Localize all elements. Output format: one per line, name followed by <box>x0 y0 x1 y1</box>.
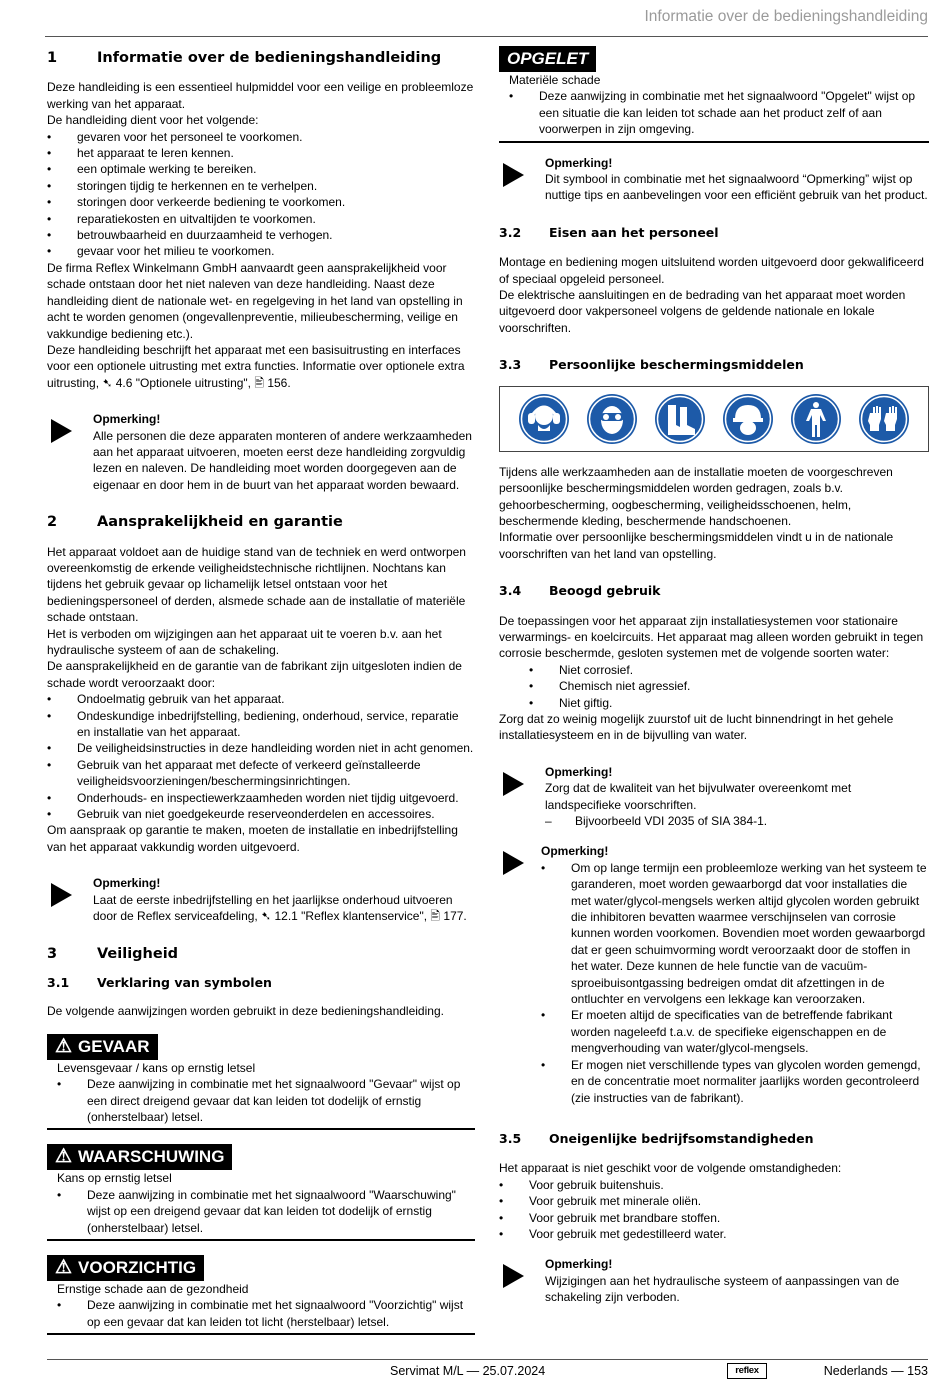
paragraph: De volgende aanwijzingen worden gebruikt in deze bedieningshandleiding. <box>47 1004 444 1019</box>
footer-document-info: Servimat M/L — 25.07.2024 <box>390 1364 546 1378</box>
paragraph: Deze handleiding beschrijft het apparaat met een basisuitrusting en interfaces voor een optionele uitrusting met extra functies. Informatie over optionele extra uitrusting, ➷ 4.6 "Optionele uitrusting", 🖹 156. <box>47 342 465 390</box>
note-title: Opmerking! <box>545 1257 613 1272</box>
note-text: Zorg dat de kwaliteit van het bijvulwater overeenkomt met landspecifieke voorschriften. <box>545 781 852 812</box>
warning-triangle-icon: ⚠ <box>55 1256 73 1278</box>
bullet-list <box>47 691 475 822</box>
list-item: • een optimale werking te bereiken. <box>47 161 475 177</box>
subsection-3-4-heading <box>499 583 929 599</box>
note-box <box>47 875 475 924</box>
subsection-3-2-heading <box>499 225 929 241</box>
paragraph: Het apparaat voldoet aan de huidige stand van de techniek en werd ontworpen overeenkomstig de erkende veiligheidstechnische richtlijnen. Nochtans kan tijdens het gebruik gevaar op lichamelijk letsel ontstaan voor het bedieningspersoneel of derden, alsmede schade aan de installatie of materiële schade ontstaan. <box>47 544 466 625</box>
list-item: • Er moeten altijd de specificaties van de betreffende fabrikant worden nageleefd t.a.v. de specifieke eigenschappen en de mengverhouding van water/glycol-mengsels. <box>541 1007 929 1056</box>
section-2-heading <box>47 514 475 530</box>
subsection-title: Oneigenlijke bedrijfsomstandigheden <box>549 1130 814 1146</box>
list-item: • Voor gebruik met brandbare stoffen. <box>499 1210 929 1226</box>
helmet-icon <box>722 393 774 445</box>
list-item: • gevaar voor het milieu te voorkomen. <box>47 243 475 259</box>
list-item: • Voor gebruik buitenshuis. <box>499 1177 929 1193</box>
protective-clothing-icon <box>790 393 842 445</box>
list-item: • reparatiekosten en uitvaltijden te voorkomen. <box>47 211 475 227</box>
paragraph: Deze handleiding is een essentieel hulpmiddel voor een veilige en probleemloze werking van het apparaat. <box>47 80 474 111</box>
note-title: Opmerking! <box>545 764 613 779</box>
list-item: • storingen door verkeerde bediening te voorkomen. <box>47 194 475 210</box>
note-arrow-icon <box>499 764 545 830</box>
caution-signal-label: ⚠ VOORZICHTIG <box>47 1255 204 1281</box>
divider <box>47 1239 475 1241</box>
list-item: • Niet giftig. <box>499 695 929 711</box>
subsection-3-1-heading <box>47 975 475 991</box>
paragraph: De toepassingen voor het apparaat zijn installatiesystemen voor stationaire verwarmings- en koelcircuits. Het apparaat mag alleen worden gebruikt in tegen corrosie beschermde, gesloten systemen met de volgende soorten water: <box>499 613 924 661</box>
list-item: • Gebruik van het apparaat met defecte of verkeerd geïnstalleerde veiligheidsvoorzieningen/beschermingsinrichtingen. <box>47 757 475 790</box>
warning-triangle-icon: ⚠ <box>55 1035 73 1057</box>
list-item: • het apparaat te leren kennen. <box>47 145 475 161</box>
bullet-list <box>499 1177 929 1243</box>
section-1-heading <box>47 50 475 66</box>
paragraph: De elektrische aansluitingen en de bedrading van het apparaat moet worden uitgevoerd door vakpersoneel volgens de geldende nationale en lokale voorschriften. <box>499 288 906 335</box>
note-box <box>47 411 475 493</box>
note-box <box>499 1256 929 1305</box>
footer-language-page: Nederlands — 153 <box>823 1364 928 1378</box>
paragraph: Om aanspraak op garantie te maken, moeten de installatie en inbedrijfstelling van het apparaat vakkundig worden uitgevoerd. <box>47 823 458 854</box>
list-item: • Er mogen niet verschillende types van glycolen worden gemengd, en de concentratie moet normaliter jaarlijks worden gecontroleerd (zie instructies van de fabrikant). <box>541 1057 929 1106</box>
subsection-number: 3.2 <box>499 224 522 240</box>
danger-warning-block <box>47 1034 475 1131</box>
ppe-pictogram-panel <box>499 386 929 452</box>
note-text: Dit symbool in combinatie met het signaalwoord “Opmerking” wijst op nuttige tips en aanbevelingen voor een efficiënt gebruik van het product. <box>545 172 928 203</box>
warning-block <box>47 1144 475 1241</box>
subsection-number: 3.3 <box>499 357 522 373</box>
warning-subtitle: Ernstige schade aan de gezondheid <box>57 1281 249 1296</box>
list-item: • Voor gebruik met gedestilleerd water. <box>499 1226 929 1242</box>
subsection-title: Verklaring van symbolen <box>97 974 272 990</box>
list-item: • Niet corrosief. <box>499 662 929 678</box>
section-title: Veiligheid <box>97 945 179 962</box>
dash-list <box>545 813 929 829</box>
right-column <box>499 46 929 1306</box>
running-header-title: Informatie over de bedieningshandleiding <box>644 8 928 25</box>
protective-gloves-icon <box>858 393 910 445</box>
left-column <box>47 50 475 1335</box>
subsection-title: Beoogd gebruik <box>549 583 661 599</box>
header-rule <box>45 36 928 37</box>
paragraph: De firma Reflex Winkelmann GmbH aanvaardt geen aansprakelijkheid voor schade ontstaan door het niet naleven van deze handleiding. Naast deze handleiding dient de nationale wet- en regelgeving in het land van opstelling in acht te worden genomen (ongevallenpreventie, milieubescherming, veilige en vakkundige bediening etc.). <box>47 260 463 341</box>
list-item: • betrouwbaarheid en duurzaamheid te verhogen. <box>47 227 475 243</box>
section-number: 1 <box>47 50 58 66</box>
list-item: • Onderhouds- en inspectiewerkzaamheden worden niet tijdig uitgevoerd. <box>47 790 475 806</box>
note-text: Laat de eerste inbedrijfstelling en het jaarlijkse onderhoud uitvoeren door de Reflex serviceafdeling, ➷ 12.1 "Reflex klantenservice", 🖹 177. <box>93 892 467 924</box>
list-item: • gevaren voor het personeel te voorkomen. <box>47 129 475 145</box>
list-item: • De veiligheidsinstructies in deze handleiding worden niet in acht genomen. <box>47 740 475 756</box>
divider <box>499 141 929 143</box>
list-item: • storingen tijdig te herkennen en te verhelpen. <box>47 178 475 194</box>
subsection-3-3-heading <box>499 357 929 373</box>
warning-triangle-icon: ⚠ <box>55 1146 73 1168</box>
footer-rule <box>47 1359 928 1360</box>
subsection-3-5-heading <box>499 1131 929 1147</box>
note-box <box>499 843 929 1106</box>
note-text: Alle personen die deze apparaten monteren of andere werkzaamheden aan het apparaat uitvoeren, moeten eerst deze handleiding zorgvuldig lezen en naleven. De handleiding moet worden doorgegeven aan de eigenaar en door hem in de buurt van het apparaat worden bewaard. <box>93 428 472 492</box>
list-item: • Voor gebruik met minerale oliën. <box>499 1193 929 1209</box>
paragraph: Informatie over persoonlijke beschermingsmiddelen vindt u in de nationale voorschriften van het land van opstelling. <box>499 530 894 561</box>
bullet-list <box>47 129 475 260</box>
paragraph: Montage en bediening mogen uitsluitend worden uitgevoerd door gekwalificeerd of speciaal opgeleid personeel. <box>499 255 924 286</box>
divider <box>47 1333 475 1335</box>
notice-block <box>499 46 929 143</box>
warning-signal-label: ⚠ WAARSCHUWING <box>47 1144 232 1170</box>
note-box <box>499 764 929 830</box>
note-text: Wijzigingen aan het hydraulische systeem of aanpassingen van de schakeling zijn verboden. <box>545 1273 900 1305</box>
note-title: Opmerking! <box>545 155 613 170</box>
paragraph: De aansprakelijkheid en de garantie van de fabrikant zijn uitgesloten indien de schade wordt veroorzaakt door: <box>47 659 462 690</box>
warning-subtitle: Kans op ernstig letsel <box>57 1171 172 1186</box>
paragraph: De handleiding dient voor het volgende: <box>47 113 259 128</box>
safety-shoes-icon <box>654 393 706 445</box>
note-title: Opmerking! <box>541 844 609 859</box>
caution-block <box>47 1255 475 1335</box>
notice-signal-label: OPGELET <box>499 46 596 72</box>
note-arrow-icon <box>499 1256 545 1305</box>
list-item: • Ondeskundige inbedrijfstelling, bediening, onderhoud, service, reparatie en installatie van het apparaat. <box>47 708 475 741</box>
ear-protection-icon <box>518 393 570 445</box>
section-title: Informatie over de bedieningshandleiding <box>97 50 442 66</box>
warning-text: • Deze aanwijzing in combinatie met het signaalwoord "Waarschuwing" wijst op een dreigend gevaar dat kan leiden tot dodelijk of ernstig (onherstelbaar) letsel. <box>57 1187 475 1236</box>
list-item: • Ondoelmatig gebruik van het apparaat. <box>47 691 475 707</box>
note-arrow-icon <box>499 155 545 204</box>
section-3-heading <box>47 946 475 962</box>
note-box <box>499 155 929 204</box>
note-title: Opmerking! <box>93 412 161 427</box>
warning-text: • Deze aanwijzing in combinatie met het signaalwoord "Voorzichtig" wijst op een gevaar dat kan leiden tot licht (herstelbaar) letsel. <box>57 1297 475 1330</box>
warning-subtitle: Levensgevaar / kans op ernstig letsel <box>57 1060 256 1075</box>
bullet-list <box>499 662 929 711</box>
subsection-number: 3.1 <box>47 974 70 990</box>
list-item: • Gebruik van niet goedgekeurde reserveonderdelen en accessoires. <box>47 806 475 822</box>
paragraph: Het is verboden om wijzigingen aan het apparaat uit te voeren b.v. aan het hydraulische systeem of aan de schakeling. <box>47 626 442 657</box>
section-number: 3 <box>47 945 58 962</box>
subsection-title: Eisen aan het personeel <box>549 224 719 240</box>
bullet-list <box>541 860 929 1106</box>
list-item: • Chemisch niet agressief. <box>499 678 929 694</box>
section-number: 2 <box>47 514 58 531</box>
list-item: – Bijvoorbeeld VDI 2035 of SIA 384-1. <box>545 813 929 829</box>
safety-goggles-icon <box>586 393 638 445</box>
note-arrow-icon <box>499 843 541 1106</box>
reflex-logo: reflex <box>727 1363 767 1379</box>
subsection-number: 3.4 <box>499 583 522 599</box>
subsection-number: 3.5 <box>499 1130 522 1146</box>
note-arrow-icon <box>47 875 93 924</box>
warning-subtitle: Materiële schade <box>509 73 601 87</box>
warning-text: • Deze aanwijzing in combinatie met het signaalwoord "Gevaar" wijst op een direct dreigend gevaar dat kan leiden tot dodelijk of ernstig (onherstelbaar) letsel. <box>57 1076 475 1125</box>
divider <box>47 1128 475 1130</box>
warning-text: • Deze aanwijzing in combinatie met het signaalwoord "Opgelet" wijst op een situatie die kan leiden tot schade aan het product zelf of aan voorwerpen in zijn omgeving. <box>509 88 929 137</box>
subsection-title: Persoonlijke beschermingsmiddelen <box>549 357 804 373</box>
section-title: Aansprakelijkheid en garantie <box>97 514 343 531</box>
list-item: • Om op lange termijn een probleemloze werking van het systeem te garanderen, moet worden gewaarborgd dat voor installaties die met water/glycol-mengsels werken altijd glycolen worden gebruikt die inhibitoren bevatten waarmee verschijnselen van corrosie kunnen worden voorkomen. Bovendien moet worden gewaarborgd dat er geen schuimvorming wordt veroorzaakt door de stoffen in het water. Deze kunnen de hele functie van de vacuüm-sproeibuisontgassing bedreigen omdat dit afzettingen in de ontluchter en vervolgens een lekkage kan veroorzaken. <box>541 860 929 1008</box>
paragraph: Zorg dat zo weinig mogelijk zuurstof uit de lucht binnendringt in het gehele installatiesysteem en in de bijvulling van water. <box>499 711 894 743</box>
paragraph: Het apparaat is niet geschikt voor de volgende omstandigheden: <box>499 1161 842 1176</box>
note-arrow-icon <box>47 411 93 493</box>
note-title: Opmerking! <box>93 876 161 891</box>
danger-signal-label: ⚠ GEVAAR <box>47 1034 158 1060</box>
paragraph: Tijdens alle werkzaamheden aan de installatie moeten de voorgeschreven persoonlijke beschermingsmiddelen worden gedragen, zoals b.v. gehoorbescherming, oogbescherming, veiligheidsschoenen, helm, beschermende kleding, beschermende handschoenen. <box>499 464 893 528</box>
